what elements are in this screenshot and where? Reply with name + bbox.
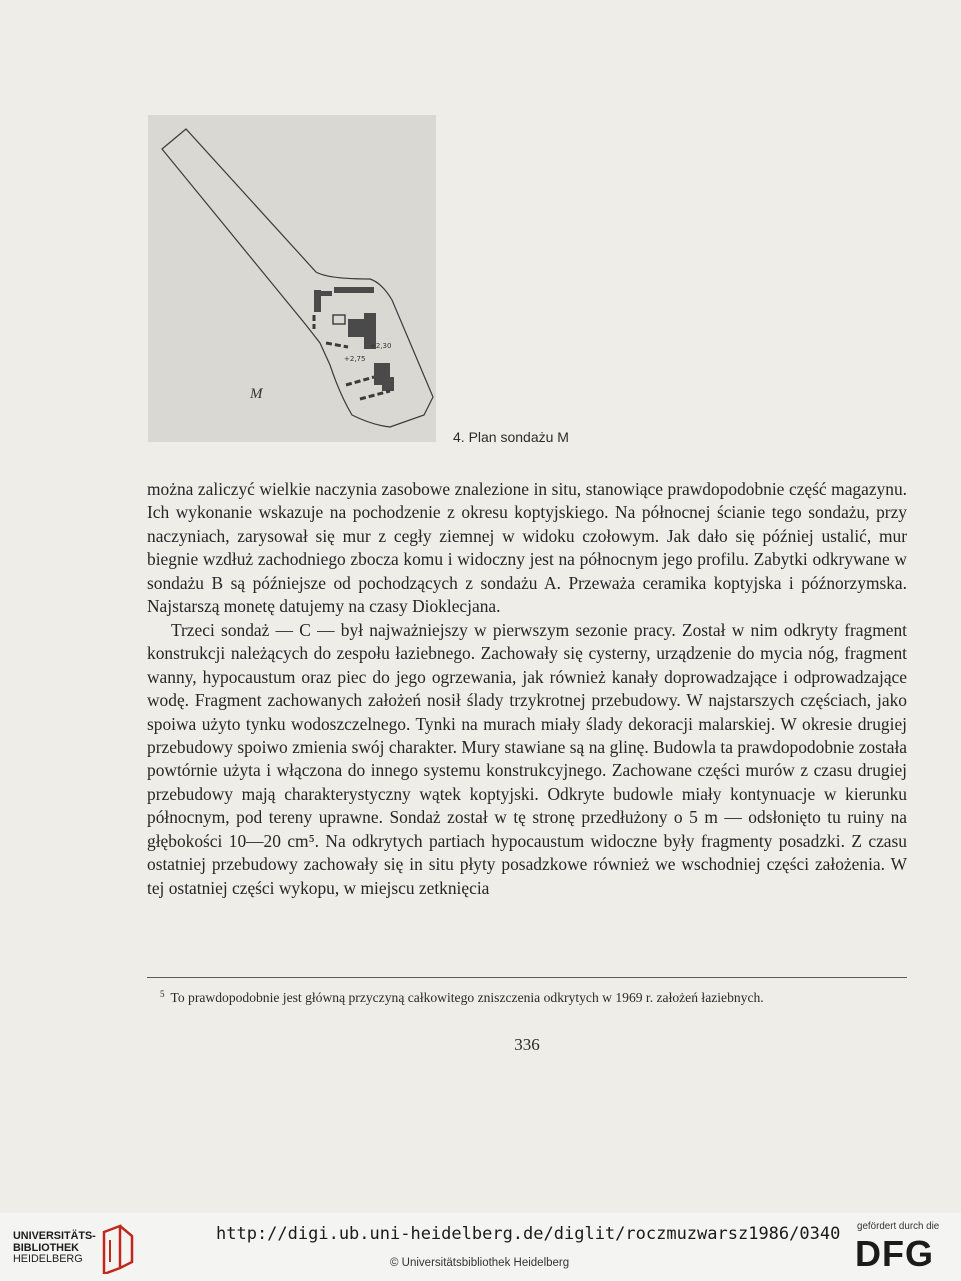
- paragraph-2: Trzeci sondaż — C — był najważniejszy w pierwszym sezonie pracy. Został w nim odkryty fragment konstrukcji należących do zespołu łaziebnego. Zachowały się cysterny, urządzenie do mycia nóg, fragment wanny, hypocaustum oraz piec do jego ogrzewania, jak również kanały doprowadzające i odprowadzające wodę. Fragment zachowanych założeń nosił ślady trzykrotnej przebudowy. W najstarszych częściach, jako spoiwa użyto tynku wodoszczelnego. Tynki na murach miały ślady dekoracji malarskiej. W okresie drugiej przebudowy spoiwo zmienia swój charakter. Mury stawiane są na glinę. Budowla ta prawdopodobnie została powtórnie użyta i włączona do innego systemu konstrukcyjnego. Zachowane części murów z czasu drugiej przebudowy mają charakterystyczny wątek koptyjski. Odkryte budowle miały kontynuacje w kierunku północnym, pod tereny uprawne. Sondaż został w tę stronę przedłużony o 5 m — odsłonięto tu ruiny na głębokości 10—20 cm⁵. Na odkrytych partiach hypocaustum widoczne były fragmenty posadzki. Z czasu ostatniej przebudowy zachowały się in situ płyty posadzkowe również we wschodniej części założenia. W tej ostatniej części wykopu, w miejscu zetknięcia: [147, 619, 907, 898]
- library-line-2: BIBLIOTHEK: [13, 1241, 79, 1254]
- dfg-logo[interactable]: [855, 1233, 951, 1273]
- dfg-logo-text: DFG: [855, 1233, 934, 1274]
- library-line-1: UNIVERSITÄTS-: [13, 1230, 96, 1242]
- site-plan-drawing: [148, 115, 436, 442]
- footnote-marker: 5: [160, 989, 165, 999]
- footnote-text: To prawdopodobnie jest główną przyczyną całkowitego zniszczenia odkrytych w 1969 r. założeń łaziebnych.: [170, 990, 764, 1005]
- elevation-label-2: +2,75: [344, 355, 366, 363]
- library-logo-icon[interactable]: [98, 1222, 134, 1274]
- library-name[interactable]: [13, 1231, 96, 1266]
- wall-fragments: [314, 287, 394, 391]
- permalink-url[interactable]: http://digi.ub.uni-heidelberg.de/diglit/roczmuzwarsz1986/0340: [216, 1224, 841, 1244]
- figure-caption: 4. Plan sondażu M: [453, 429, 569, 445]
- funding-note: gefördert durch die: [857, 1221, 940, 1232]
- library-line-3: HEIDELBERG: [13, 1253, 83, 1266]
- footnote-separator: [147, 977, 907, 978]
- paragraph-1: można zaliczyć wielkie naczynia zasobowe znalezione in situ, stanowiące prawdopodobnie część magazynu. Ich wykonanie wskazuje na pochodzenie z okresu koptyjskiego. Na północnej ścianie tego sondażu, przy naczyniach, zarysował się mur z cegły ziemnej w widoku czołowym. Jak dało się później ustalić, mur biegnie wzdłuż zachodniego zbocza komu i widoczny jest na północnym jego profilu. Zabytki odkrywane w sondażu B są późniejsze od pochodzących z sondażu A. Przeważa ceramika koptyjska i późnorzymska. Najstarszą monetę datujemy na czasy Dioklecjana.: [147, 479, 907, 617]
- site-plan-figure: [148, 115, 436, 442]
- article-body: [147, 478, 907, 900]
- page-number: 336: [514, 1035, 540, 1054]
- plan-label: M: [250, 386, 263, 402]
- footnote: [160, 989, 907, 1006]
- elevation-label-1: +2,30: [370, 342, 392, 350]
- copyright-notice: © Universitätsbibliothek Heidelberg: [390, 1257, 570, 1269]
